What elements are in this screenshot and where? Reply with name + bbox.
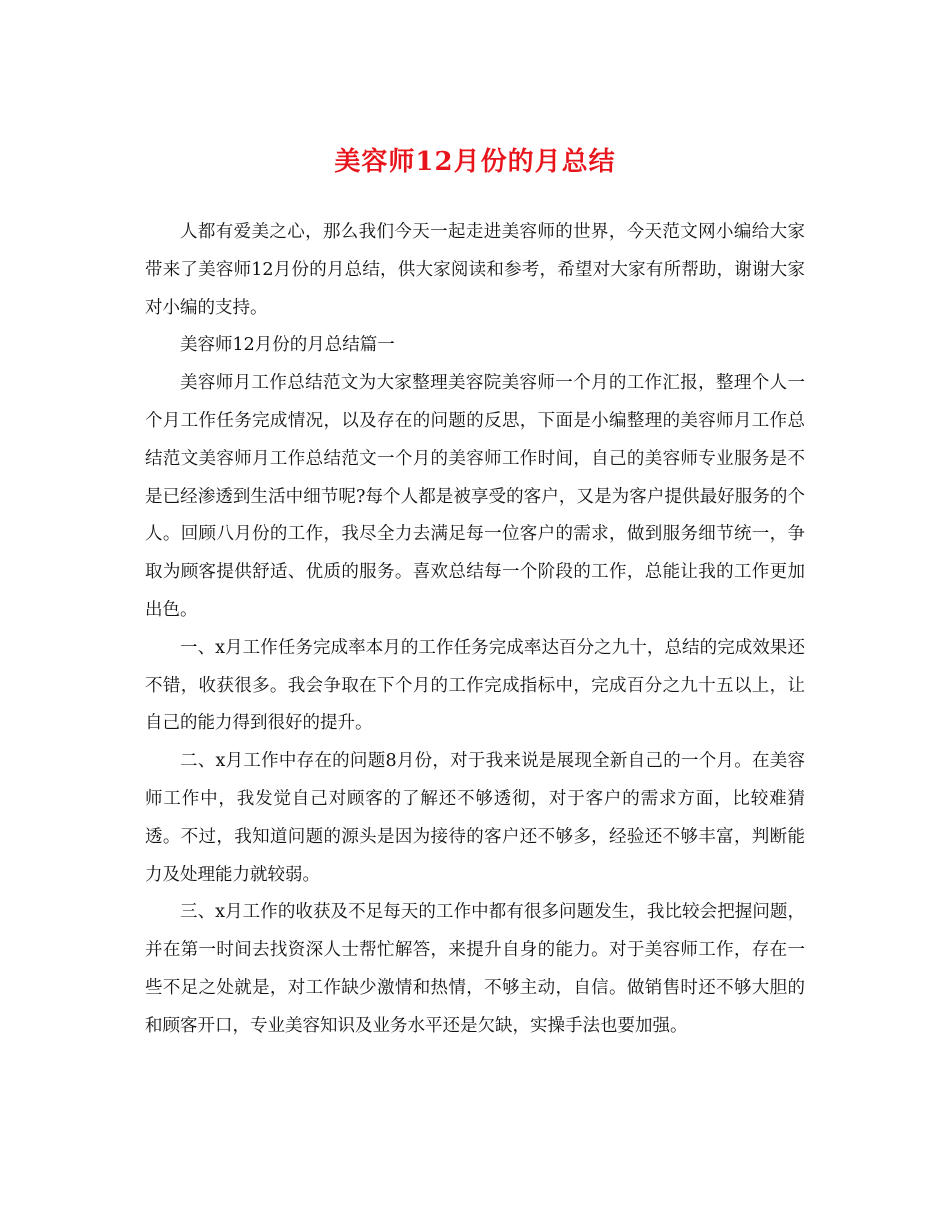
- intro-paragraph: 人都有爱美之心，那么我们今天一起走进美容师的世界，今天范文网小编给大家带来了美容师12月份的月总结，供大家阅读和参考，希望对大家有所帮助，谢谢大家对小编的支持。: [145, 222, 805, 318]
- document-title: 美容师12月份的月总结: [334, 147, 616, 177]
- section-heading: 美容师12月份的月总结篇一: [180, 335, 395, 356]
- body-paragraph: 三、x月工作的收获及不足每天的工作中都有很多问题发生，我比较会把握问题，并在第一时间去找资深人士帮忙解答，来提升自身的能力。对于美容师工作，存在一些不足之处就是，对工作缺少激情和热情，不够主动，自信。做销售时还不够大胆的和顾客开口，专业美容知识及业务水平还是欠缺，实操手法也要加强。: [145, 902, 805, 1036]
- body-paragraph: 一、x月工作任务完成率本月的工作任务完成率达百分之九十，总结的完成效果还不错，收获很多。我会争取在下个月的工作完成指标中，完成百分之九十五以上，让自己的能力得到很好的提升。: [145, 637, 805, 734]
- body-paragraph: 二、x月工作中存在的问题8月份，对于我来说是展现全新自己的一个月。在美容师工作中，我发觉自己对顾客的了解还不够透彻，对于客户的需求方面，比较难猜透。不过，我知道问题的源头是因为接待的客户还不够多，经验还不够丰富，判断能力及处理能力就较弱。: [145, 751, 805, 885]
- document-body: [145, 214, 805, 1046]
- body-paragraph: 美容师月工作总结范文为大家整理美容院美容师一个月的工作汇报，整理个人一个月工作任务完成情况，以及存在的问题的反思，下面是小编整理的美容师月工作总结范文美容师月工作总结范文一个月的美容师工作时间，自己的美容师专业服务是不是已经渗透到生活中细节呢?每个人都是被享受的客户，又是为客户提供最好服务的个人。回顾八月份的工作，我尽全力去满足每一位客户的需求，做到服务细节统一，争取为顾客提供舒适、优质的服务。喜欢总结每一个阶段的工作，总能让我的工作更加出色。: [145, 373, 805, 620]
